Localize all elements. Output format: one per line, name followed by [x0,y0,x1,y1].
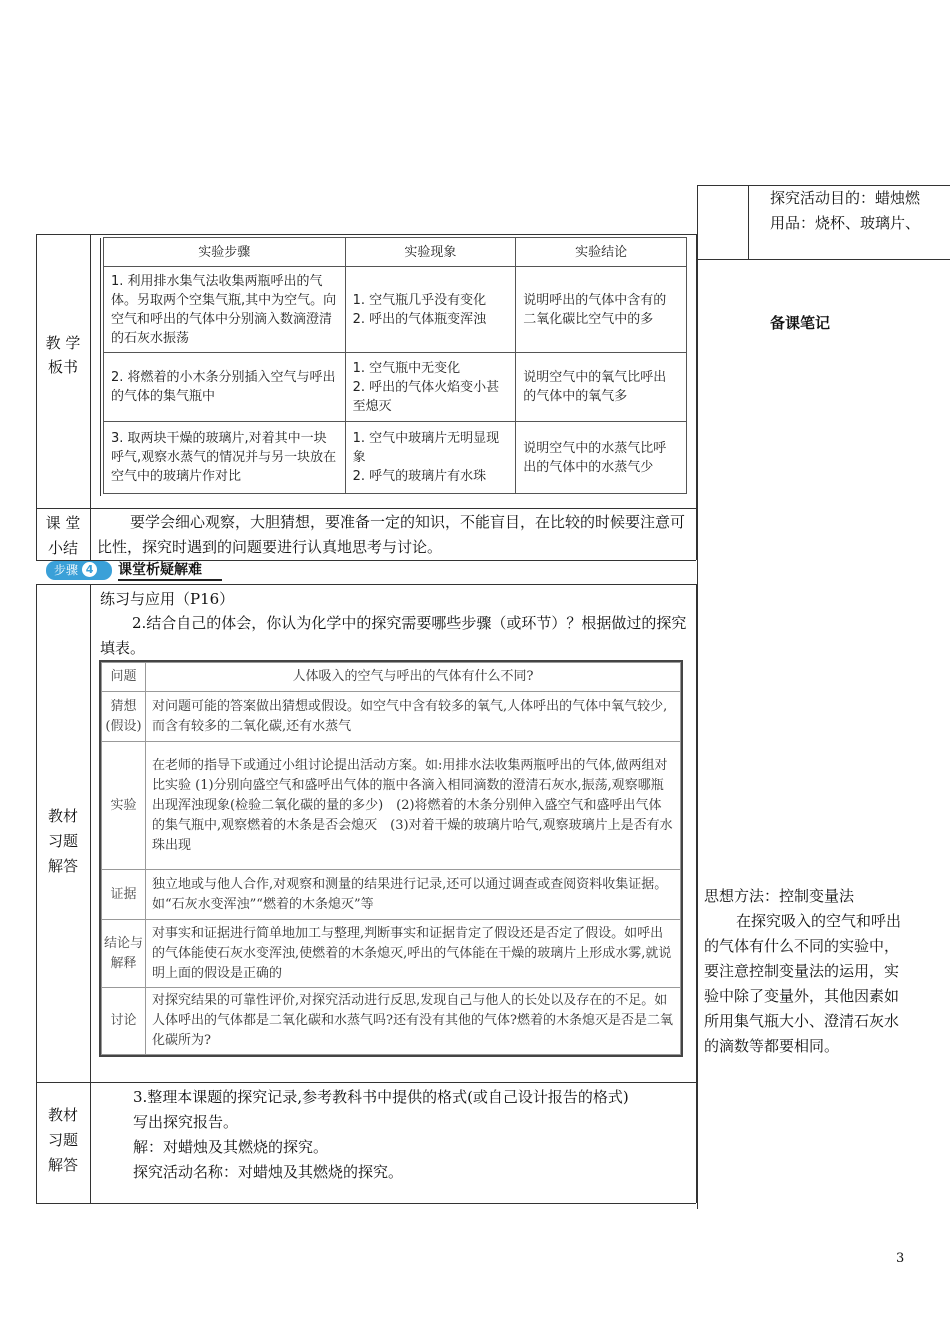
board-label: 教 学 板书 [45,334,81,376]
table-row [104,422,687,494]
table-row [102,692,681,742]
page-number: 3 [896,1251,905,1266]
answers1-label: 教材 习题 解答 [47,807,78,875]
step-number: 4 [82,562,97,577]
summary-label: 课 堂 小结 [45,514,81,557]
inquiry-key: 问题 [102,663,146,692]
answer-line: 探究活动名称：对蜡烛及其燃烧的探究。 [133,1163,404,1181]
table-row [102,870,681,920]
step-cell: 2. 将燃着的小木条分别插入空气与呼出的气体的集气瓶中 [104,353,346,422]
step-badge: 步骤 4 [46,561,112,580]
phenomena-cell: 1. 空气瓶几乎没有变化 2. 呼出的气体瓶变浑浊 [345,267,516,353]
experiment-table-header [104,238,687,267]
materials-line: 用品：烧杯、玻璃片、 [770,214,921,232]
step-cell: 3. 取两块干燥的玻璃片,对着其中一块呼气,观察水蒸气的情况并与另一块放在空气中的玻璃片作对比 [104,422,346,494]
step-title: 课堂析疑解难 [118,562,202,578]
experiment-table [103,237,687,494]
header-phenomena: 实验现象 [345,238,516,267]
answer-line: 解：对蜡烛及其燃烧的探究。 [133,1138,329,1156]
inquiry-key: 结论与解释 [102,920,146,988]
answers2-label: 教材 习题 解答 [47,1106,78,1174]
table-row [104,267,687,353]
table-row [102,988,681,1055]
inquiry-key: 证据 [102,870,146,920]
header-conclusion: 实验结论 [516,238,687,267]
inquiry-value: 对问题可能的答案做出猜想或假设。如空气中含有较多的氧气,人体呼出的气体中氧气较少,而含有较多的二氧化碳,还有水蒸气 [146,692,681,742]
conclusion-cell: 说明空气中的氧气比呼出的气体中的氧气多 [516,353,687,422]
method-text: 在探究吸入的空气和呼出的气体有什么不同的实验中，要注意控制变量法的运用，实验中除了变量外，其他因素如所用集气瓶大小、澄清石灰水的滴数等都要相同。 [704,912,902,1055]
question-2: 2.结合自己的体会，你认为化学中的探究需要哪些步骤（或环节）？根据做过的探究填表。 [100,614,687,657]
table-row [104,353,687,422]
conclusion-cell: 说明呼出的气体中含有的二氧化碳比空气中的多 [516,267,687,353]
exercise-title: 练习与应用（P16） [100,590,235,608]
phenomena-cell: 1. 空气瓶中无变化 2. 呼出的气体火焰变小甚至熄灭 [345,353,516,422]
inquiry-key: 猜想(假设) [102,692,146,742]
table-row [102,663,681,692]
answer-line: 3.整理本课题的探究记录,参考教科书中提供的格式(或自己设计报告的格式) [133,1088,629,1106]
inquiry-value: 对探究结果的可靠性评价,对探究活动进行反思,发现自己与他人的长处以及存在的不足。如人体呼出的气体都是二氧化碳和水蒸气吗?还有没有其他的气体?燃着的木条熄灭是否是二氧化碳所为? [146,988,681,1055]
inquiry-value: 独立地或与他人合作,对观察和测量的结果进行记录,还可以通过调查或查阅资料收集证据。如“石灰水变浑浊”“燃着的木条熄灭”等 [146,870,681,920]
method-title: 思想方法：控制变量法 [704,887,855,905]
step-cell: 1. 利用排水集气法收集两瓶呼出的气体。另取两个空集气瓶,其中为空气。向空气和呼出的气体中分别滴入数滴澄清的石灰水振荡 [104,267,346,353]
inquiry-table [101,662,681,1055]
inquiry-value: 对事实和证据进行简单地加工与整理,判断事实和证据肯定了假设还是否定了假设。如呼出的气体能使石灰水变浑浊,使燃着的木条熄灭,呼出的气体能在干燥的玻璃片上形成水雾,就说明上面的假设是正确的 [146,920,681,988]
phenomena-cell: 1. 空气中玻璃片无明显现象 2. 呼气的玻璃片有水珠 [345,422,516,494]
notes-title: 备课笔记 [770,314,831,332]
answer-line: 写出探究报告。 [133,1113,239,1131]
table-row [102,920,681,988]
inquiry-value: 人体吸入的空气与呼出的气体有什么不同? [146,663,681,692]
conclusion-cell: 说明空气中的水蒸气比呼出的气体中的水蒸气少 [516,422,687,494]
purpose-line: 探究活动目的：蜡烛燃 [770,189,921,207]
header-steps: 实验步骤 [104,238,346,267]
inquiry-value: 在老师的指导下或通过小组讨论提出活动方案。如:用排水法收集两瓶呼出的气体,做两组对比实验 (1)分别向盛空气和盛呼出气体的瓶中各滴入相同滴数的澄清石灰水,振荡,观察哪瓶出现浑浊现象(检验二氧化碳的量的多少) (2)将燃着的木条分别伸入盛空气和盛呼出气体的集气瓶中,观察燃着的木条是否会熄灭 (3)对着干燥的玻璃片哈气,观察玻璃片上是否有水珠出现 [146,742,681,870]
summary-text: 要学会细心观察，大胆猜想，要准备一定的知识，不能盲目，在比较的时候要注意可比性，探究时遇到的问题要进行认真地思考与讨论。 [97,513,686,556]
inquiry-key: 讨论 [102,988,146,1055]
table-row [102,742,681,870]
inquiry-key: 实验 [102,742,146,870]
